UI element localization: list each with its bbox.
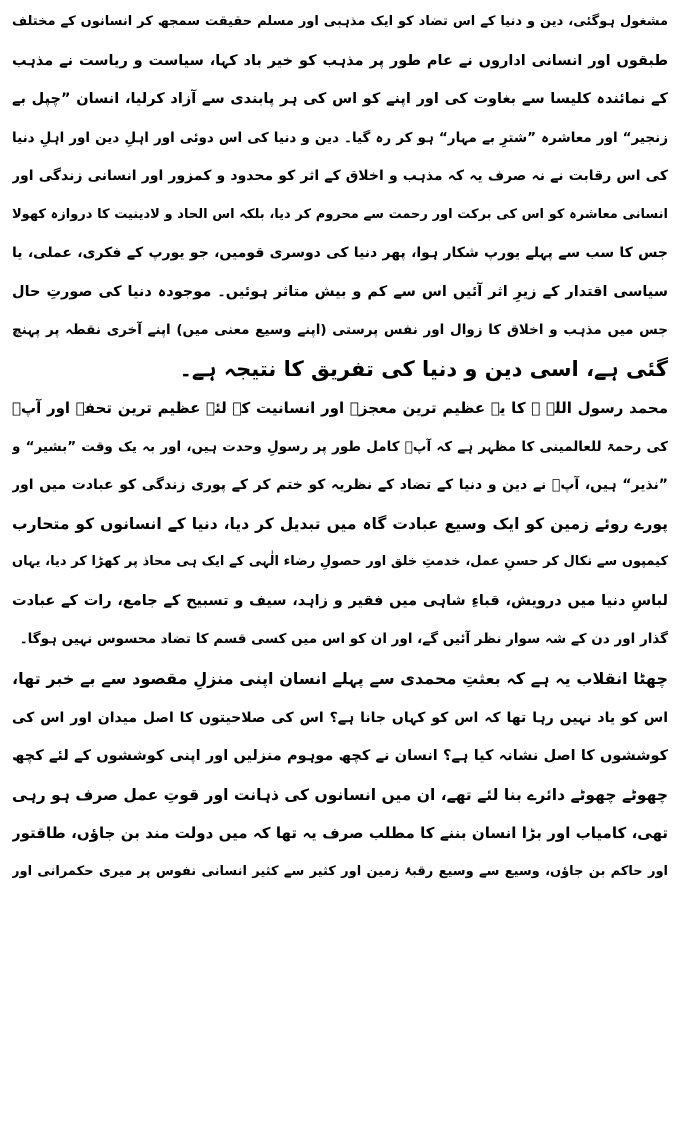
text-line: لباسِ دنیا میں درویش، قباءِ شاہی میں فقیر و زاہد، سیف و تسبیح کے جامع، رات کے عبادت bbox=[12, 592, 668, 609]
text-line: جس میں مذہب و اخلاق کا زوال اور نفس پرستی (اپنے وسیع معنی میں) اپنے آخری نقطہ پر پہنچ bbox=[12, 322, 668, 338]
text-line: سیاسی اقتدار کے زیرِ اثر آئیں اس سے کم و بیش متاثر ہوئیں۔ موجودہ دنیا کی صورتِ حال bbox=[12, 283, 668, 300]
text-line: پورے روئے زمین کو ایک وسیع عبادت گاہ میں تبدیل کر دیا، دنیا کے انسانوں کو متحارب bbox=[12, 514, 668, 533]
text-line: کوششوں کا اصل نشانہ کیا ہے؟ انسان نے کچھ موہوم منزلیں اور اپنی کوششوں کے لئے کچھ bbox=[12, 748, 668, 764]
text-line: طبقوں اور انسانی اداروں نے عام طور پر مذہب کو خیر باد کہا، سیاست و ریاست نے مذہب bbox=[12, 52, 668, 69]
paragraph-1 bbox=[12, 3, 668, 388]
text-line: گذار اور دن کے شہ سوار نظر آئیں گے، اور ان کو اس میں کسی قسم کا تضاد محسوس نہیں ہوگا۔ bbox=[19, 631, 668, 647]
text-line: زنجیر“ اور معاشرہ ”شترِ بے مہار“ ہو کر رہ گیا۔ دین و دنیا کی اس دوئی اور اہلِ دین اور اہلِ دنیا bbox=[12, 129, 668, 146]
paragraph-3 bbox=[12, 660, 668, 891]
text-line: کی رحمۃ للعالمینی کا مظہر ہے کہ آپؐ کامل طور پر رسولِ وحدت ہیں، اور بہ یک وقت ”بشیر“ و bbox=[12, 438, 668, 455]
text-line: کی اس رقابت نے نہ صرف یہ کہ مذہب و اخلاق کے اثر کو محدود و کمزور اور انسانی زندگی اور bbox=[12, 168, 668, 184]
text-line: چھوٹے چھوٹے دائرے بنا لئے تھے، ان میں انسانوں کی ذہانت اور قوتِ عمل صرف ہو رہی bbox=[12, 785, 668, 804]
text-line: کے نمائندہ کلیسا سے بغاوت کی اور اپنے کو اس کی ہر پابندی سے آزاد کرلیا، انسان ”چپل بے bbox=[12, 91, 668, 107]
text-line: انسانی معاشرہ کو اس کی برکت اور رحمت سے محروم کر دیا، بلکہ اس الحاد و لادینیت کا دروازہ کھولا bbox=[12, 206, 668, 222]
text-line: گئی ہے، اسی دین و دنیا کی تفریق کا نتیجہ ہے۔ bbox=[179, 356, 668, 381]
text-line: ”نذیر“ ہیں، آپؐ نے دین و دنیا کے تضاد کے نظریہ کو ختم کر کے پوری زندگی کو عبادت میں اور bbox=[12, 477, 668, 493]
text-line: مشغول ہوگئی، دین و دنیا کے اس تضاد کو ایک مذہبی اور مسلم حقیقت سمجھ کر انسانوں کے مختلف bbox=[12, 14, 668, 29]
text-line: تھی، کامیاب اور بڑا انسان بننے کا مطلب صرف یہ تھا کہ میں دولت مند بن جاؤں، طاقتور bbox=[12, 824, 668, 842]
text-line: جس کا سب سے پہلے یورپ شکار ہوا، پھر دنیا کی دوسری قومیں، جو یورپ کے فکری، عملی، یا bbox=[12, 245, 668, 261]
text-line: اس کو یاد نہیں رہا تھا کہ اس کو کہاں جانا ہے؟ اس کی صلاحیتوں کا اصل میدان اور اس کی bbox=[12, 709, 668, 726]
text-line: کیمپوں سے نکال کر حسنِ عمل، خدمتِ خلق اور حصولِ رضاء الٰہی کے ایک ہی محاذ پر کھڑا کر دیا، یہاں bbox=[12, 554, 668, 569]
text-line: محمد رسول اللہ ﷺ کا یہ عظیم ترین معجزہ اور انسانیت کے لئے عظیم ترین تحفہ اور آپؐ bbox=[12, 399, 668, 417]
paragraph-2 bbox=[12, 389, 668, 659]
text-line: چھٹا انقلاب یہ ہے کہ بعثتِ محمدی سے پہلے انسان اپنی منزلِ مقصود سے بے خبر تھا، bbox=[12, 669, 668, 688]
text-line: اور حاکم بن جاؤں، وسیع سے وسیع رقبۂ زمین اور کثیر سے کثیر انسانی نفوس پر میری حکمرانی اور bbox=[12, 863, 668, 879]
